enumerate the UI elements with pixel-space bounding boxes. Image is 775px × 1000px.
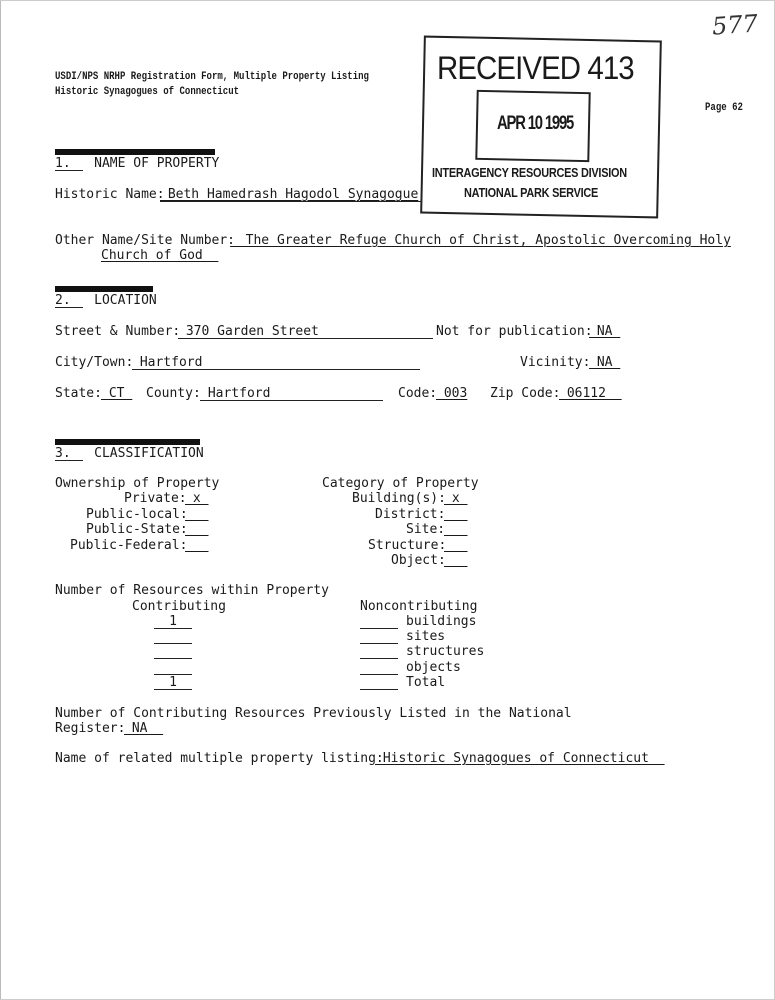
other-name-value-line1: The Greater Refuge Church of Christ, Apostolic Overcoming Holy xyxy=(230,233,731,248)
section1-heading-bar xyxy=(55,149,215,155)
ownership-private-label: Private: xyxy=(124,491,187,506)
resource-buildings-contributing: 1 xyxy=(169,614,177,629)
previously-listed-label: Register: xyxy=(55,721,126,736)
state-label: State: xyxy=(55,386,102,401)
vicinity-value: NA xyxy=(589,355,621,370)
category-structure-label: Structure: xyxy=(368,538,447,553)
category-site-label: Site: xyxy=(406,522,446,537)
section3-heading-underline xyxy=(55,460,83,461)
resource-total-contributing-line xyxy=(154,689,192,690)
resource-objects-noncontributing-line xyxy=(360,674,398,675)
category-building-value: x xyxy=(444,491,468,506)
section2-heading: 2. LOCATION xyxy=(55,293,157,308)
section2-heading-underline xyxy=(55,307,83,308)
noncontributing-label: Noncontributing xyxy=(360,599,478,614)
received-stamp-division: INTERAGENCY RESOURCES DIVISION xyxy=(432,165,627,180)
other-name-label: Other Name/Site Number: xyxy=(55,233,236,248)
not-for-publication-label: Not for publication: xyxy=(436,324,593,339)
resource-total-type: Total xyxy=(406,675,446,690)
county-label: County: xyxy=(146,386,201,401)
section2-heading-bar xyxy=(55,286,153,292)
street-line xyxy=(178,338,433,339)
section3-heading-bar xyxy=(55,439,200,445)
category-title: Category of Property xyxy=(322,476,479,491)
ownership-public-federal-value xyxy=(185,538,208,553)
city-line xyxy=(132,369,420,370)
ownership-public-state-value xyxy=(185,522,208,537)
category-building-label: Building(s): xyxy=(352,491,446,506)
not-for-publication-value: NA xyxy=(589,324,621,339)
zip-label: Zip Code: xyxy=(490,386,561,401)
resource-buildings-noncontributing-line xyxy=(360,628,398,629)
resource-sites-type: sites xyxy=(406,629,446,644)
handwritten-page-number: 577 xyxy=(711,9,759,41)
resource-sites-contributing-line xyxy=(154,643,192,644)
resource-total-noncontributing-line xyxy=(360,689,398,690)
section1-heading-underline xyxy=(55,170,83,171)
ownership-public-state-label: Public-State: xyxy=(86,522,188,537)
ownership-private-value: x xyxy=(185,491,209,506)
form-header-line2: Historic Synagogues of Connecticut xyxy=(55,86,240,98)
vicinity-label: Vicinity: xyxy=(520,355,591,370)
street-label: Street & Number: xyxy=(55,324,181,339)
section3-heading: 3. CLASSIFICATION xyxy=(55,446,204,461)
county-line xyxy=(200,400,383,401)
zip-value: 06112 xyxy=(559,386,622,401)
other-name-value-line2: Church of God xyxy=(101,248,219,263)
category-site-value xyxy=(444,522,467,537)
section1-heading: 1. NAME OF PROPERTY xyxy=(55,156,220,171)
resource-sites-noncontributing-line xyxy=(360,643,398,644)
related-listing-label: Name of related multiple property listing: xyxy=(55,751,384,766)
received-stamp-service: NATIONAL PARK SERVICE xyxy=(464,185,599,200)
street-value: 370 Garden Street xyxy=(178,324,319,339)
resources-title: Number of Resources within Property xyxy=(55,583,329,598)
ownership-title: Ownership of Property xyxy=(55,476,220,491)
historic-name-value: Beth Hamedrash Hagodol Synagogue xyxy=(160,187,419,202)
code-label: Code: xyxy=(398,386,438,401)
historic-name-line xyxy=(160,201,422,202)
category-district-label: District: xyxy=(375,507,446,522)
city-label: City/Town: xyxy=(55,355,134,370)
ownership-public-local-label: Public-local: xyxy=(86,507,188,522)
previously-listed-value: NA xyxy=(124,721,164,736)
county-value: Hartford xyxy=(200,386,271,401)
received-stamp-date: APR 10 1995 xyxy=(497,113,574,134)
city-value: Hartford xyxy=(132,355,203,370)
resource-buildings-type: buildings xyxy=(406,614,477,629)
state-value: CT xyxy=(101,386,133,401)
page-number: Page 62 xyxy=(705,102,743,114)
resource-structures-contributing-line xyxy=(154,658,192,659)
category-object-value xyxy=(444,553,467,568)
category-object-label: Object: xyxy=(391,553,446,568)
received-stamp-title: RECEIVED 413 xyxy=(437,50,634,86)
form-header-line1: USDI/NPS NRHP Registration Form, Multiple Property Listing xyxy=(55,71,369,83)
resource-structures-type: structures xyxy=(406,644,485,659)
contributing-label: Contributing xyxy=(132,599,226,614)
historic-name-label: Historic Name: xyxy=(55,187,165,202)
page-edge-top xyxy=(0,0,775,1)
code-value: 003 xyxy=(436,386,468,401)
resource-total-contributing: 1 xyxy=(169,675,177,690)
page-edge-left xyxy=(0,0,1,1000)
ownership-public-federal-label: Public-Federal: xyxy=(70,538,188,553)
category-district-value xyxy=(444,507,467,522)
related-listing-value: Historic Synagogues of Connecticut xyxy=(375,751,665,766)
ownership-public-local-value xyxy=(185,507,208,522)
resource-buildings-contributing-line xyxy=(154,628,192,629)
resource-objects-type: objects xyxy=(406,660,461,675)
previously-listed-text: Number of Contributing Resources Previously Listed in the National xyxy=(55,706,572,721)
category-structure-value xyxy=(444,538,467,553)
resource-structures-noncontributing-line xyxy=(360,658,398,659)
